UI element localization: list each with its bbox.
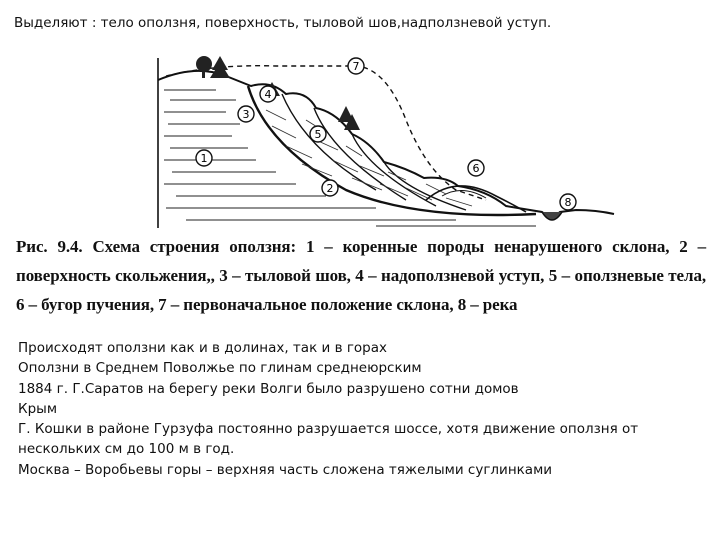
paragraph: Крым <box>18 400 57 417</box>
caption-lead: Рис. 9.4. Схема строения оползня: <box>16 237 297 256</box>
tree-icon <box>196 56 212 72</box>
figure-label-8: 8 <box>564 196 572 209</box>
landslide-diagram <box>156 50 616 230</box>
figure-caption <box>16 232 706 319</box>
caption-text: 1 – коренные породы ненарушеного склона, 2 – поверхность скольжения,, 3 – тыловой шов, 4 – надоползневой уступ, 5 – оползневые тела, 6 – бугор пучения, 7 – первоначальное положение склона, 8 – река <box>16 237 707 314</box>
landslide-diagram-svg <box>156 50 616 230</box>
figure-label-1: 1 <box>200 152 208 165</box>
tree-icons <box>196 56 360 130</box>
paragraph: Г. Кошки в районе Гурзуфа постоянно разрушается шоссе, хотя движение оползня от нескольких см до 100 м в год. <box>18 421 639 458</box>
river-channel <box>542 212 562 220</box>
paragraph: Оползни в Среднем Поволжье по глинам среднеюрским <box>18 360 422 377</box>
ground-surface <box>158 71 614 216</box>
figure-label-7: 7 <box>352 60 360 73</box>
figure-label-6: 6 <box>472 162 480 175</box>
paragraph: Происходят оползни как и в долинах, так и в горах <box>18 340 388 356</box>
figure-label-4: 4 <box>264 88 272 101</box>
figure-label-3: 3 <box>242 108 250 121</box>
paragraph: Москва – Воробьевы горы – верхняя часть сложена тяжелыми суглинками <box>18 461 553 478</box>
paragraph: 1884 г. Г.Саратов на берегу реки Волги было разрушено сотни домов <box>18 380 519 397</box>
figure-label-2: 2 <box>326 182 334 195</box>
tree-trunk <box>202 70 205 78</box>
figure-label-5: 5 <box>314 128 322 141</box>
body-text <box>18 338 708 480</box>
slip-plane <box>282 94 376 190</box>
slide-title: Выделяют : тело оползня, поверхность, тыловой шов,надползневой уступ. <box>14 15 552 31</box>
